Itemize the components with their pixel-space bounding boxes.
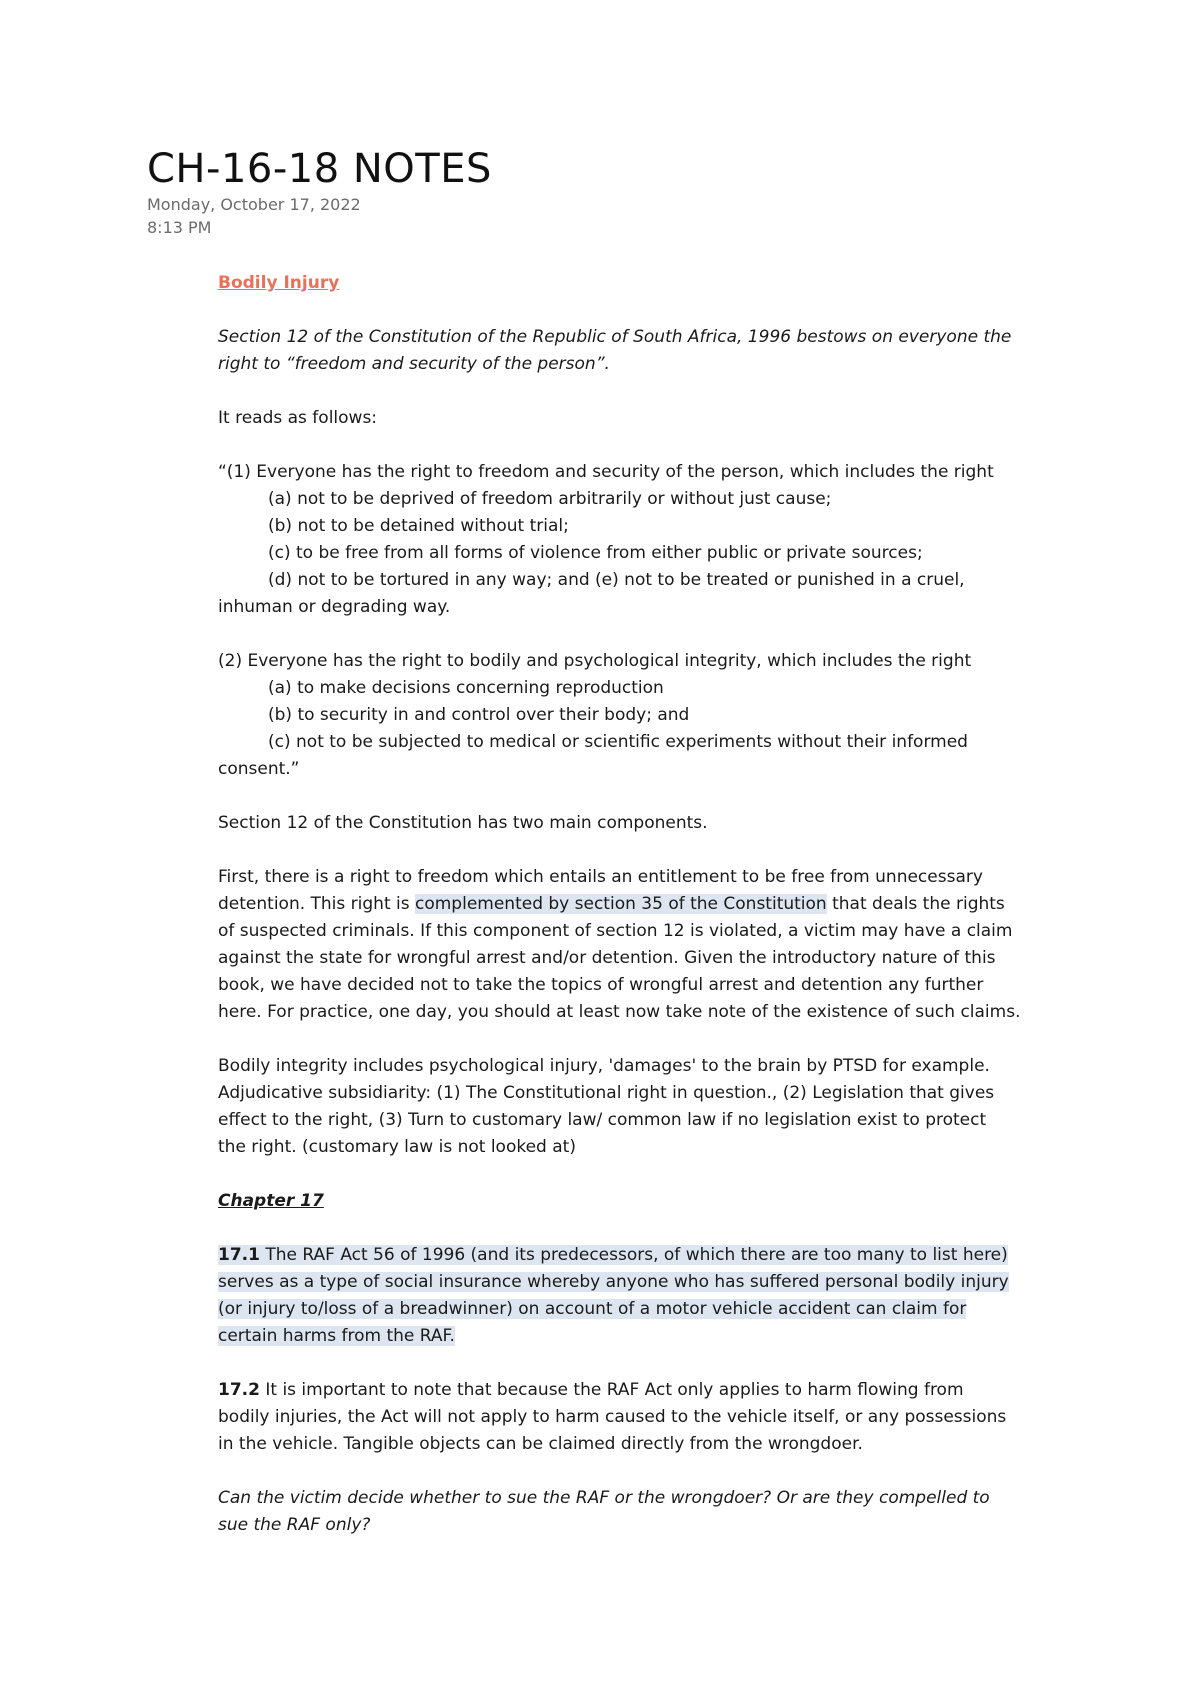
heading-bodily-injury: Bodily Injury — [218, 273, 340, 293]
para-17-2-line — [218, 1377, 1078, 1404]
para-17-2-line: bodily injuries, the Act will not apply to harm caused to the vehicle itself, or any possessions — [218, 1407, 1007, 1427]
section1-item: (d) not to be tortured in any way; and (e) not to be treated or punished in a cruel, — [268, 570, 965, 590]
section1-main: “(1) Everyone has the right to freedom and security of the person, which includes the right — [218, 462, 994, 482]
first-para-line: here. For practice, one day, you should at least now take note of the existence of such claims. — [218, 1002, 1021, 1022]
section1-item-cont: inhuman or degrading way. — [218, 597, 451, 617]
bodily-para-line: Bodily integrity includes psychological injury, 'damages' to the brain by PTSD for example. — [218, 1056, 990, 1076]
highlighted-text: (or injury to/loss of a breadwinner) on account of a motor vehicle accident can claim for — [218, 1299, 967, 1319]
para-17-1-line — [218, 1296, 1078, 1323]
intro-line: Section 12 of the Constitution of the Republic of South Africa, 1996 bestows on everyone the — [218, 327, 1012, 347]
first-para-line — [218, 891, 1078, 918]
note-time: 8:13 PM — [147, 218, 212, 237]
section2-item: (c) not to be subjected to medical or scientific experiments without their informed — [268, 732, 968, 752]
highlighted-text: certain harms from the RAF. — [218, 1326, 455, 1346]
note-header — [147, 145, 492, 239]
para-number: 17.2 — [218, 1380, 260, 1400]
intro-line: right to “freedom and security of the person”. — [218, 354, 610, 374]
first-para-line: of suspected criminals. If this component of section 12 is violated, a victim may have a claim — [218, 921, 1013, 941]
para-17-1-line — [218, 1242, 1078, 1269]
section2-item: (b) to security in and control over their body; and — [268, 705, 690, 725]
section2-item: (a) to make decisions concerning reproduction — [268, 678, 664, 698]
bodily-para-line: effect to the right, (3) Turn to customary law/ common law if no legislation exist to protect — [218, 1110, 987, 1130]
highlighted-text: serves as a type of social insurance whereby anyone who has suffered personal bodily injury — [218, 1272, 1009, 1292]
section1-item: (b) not to be detained without trial; — [268, 516, 569, 536]
question-line: Can the victim decide whether to sue the RAF or the wrongdoer? Or are they compelled to — [218, 1488, 990, 1508]
text-segment: detention. This right is — [218, 894, 415, 914]
bodily-para-line: the right. (customary law is not looked at) — [218, 1137, 576, 1157]
components-line: Section 12 of the Constitution has two main components. — [218, 813, 708, 833]
para-17-1-line — [218, 1323, 1078, 1350]
first-para-line: against the state for wrongful arrest and/or detention. Given the introductory nature of this — [218, 948, 996, 968]
question-line: sue the RAF only? — [218, 1515, 371, 1535]
section2-main: (2) Everyone has the right to bodily and psychological integrity, which includes the right — [218, 651, 972, 671]
chapter-heading: Chapter 17 — [218, 1191, 324, 1211]
section1-item: (c) to be free from all forms of violence from either public or private sources; — [268, 543, 923, 563]
reads-as-follows: It reads as follows: — [218, 408, 378, 428]
first-para-line: First, there is a right to freedom which entails an entitlement to be free from unnecessary — [218, 867, 983, 887]
text-segment: It is important to note that because the RAF Act only applies to harm flowing from — [259, 1380, 964, 1400]
para-17-2-line: in the vehicle. Tangible objects can be claimed directly from the wrongdoer. — [218, 1434, 863, 1454]
bodily-para-line: Adjudicative subsidiarity: (1) The Constitutional right in question., (2) Legislation that gives — [218, 1083, 995, 1103]
highlighted-text: complemented by section 35 of the Constitution — [415, 894, 827, 914]
section1-item: (a) not to be deprived of freedom arbitrarily or without just cause; — [268, 489, 832, 509]
text-segment: that deals the rights — [826, 894, 1005, 914]
note-date: Monday, October 17, 2022 — [147, 195, 361, 214]
page-title: CH-16-18 NOTES — [147, 146, 492, 192]
first-para-line: book, we have decided not to take the topics of wrongful arrest and detention any further — [218, 975, 984, 995]
para-number: 17.1 — [218, 1245, 260, 1265]
note-body — [218, 270, 1078, 1539]
section2-item-cont: consent.” — [218, 759, 300, 779]
para-17-1-line — [218, 1269, 1078, 1296]
text-segment: The RAF Act 56 of 1996 (and its predecessors, of which there are too many to list here) — [259, 1245, 1008, 1265]
